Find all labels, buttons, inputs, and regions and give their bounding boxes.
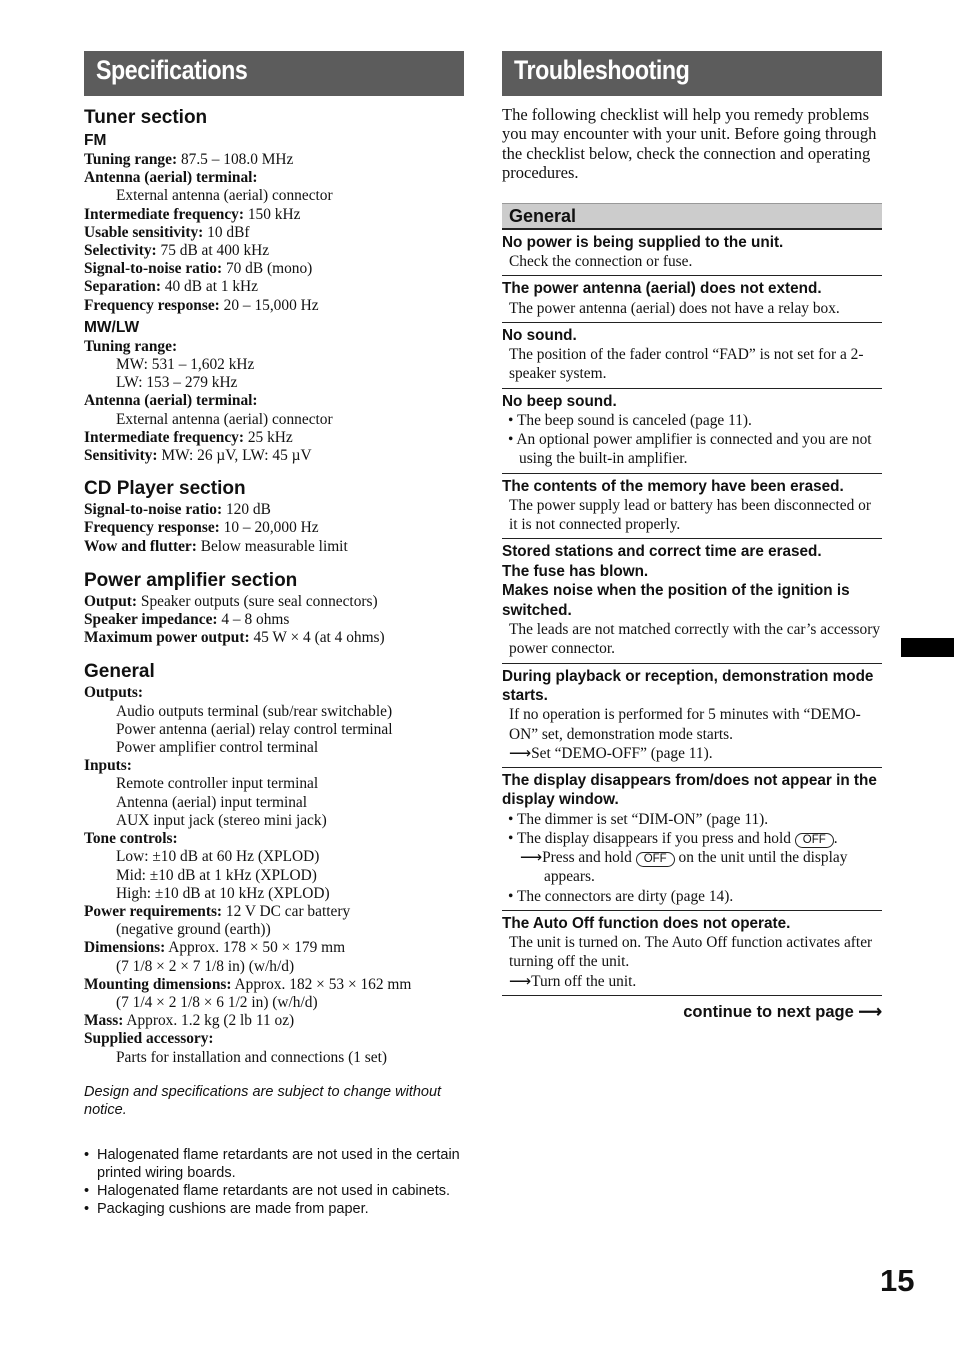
amp-specs: Output: Speaker outputs (sure seal connectors) Speaker impedance: 4 – 8 ohms Maximum power output: 45 W × 4 (at 4 ohms): [84, 592, 385, 647]
specifications-column: [84, 51, 464, 1218]
continue-next-page: continue to next page ⟶: [683, 1003, 882, 1021]
amp-section-heading: Power amplifier section: [84, 569, 298, 591]
troubleshooting-intro: The following checklist will help you remedy problems you may encounter with your unit. Before going through the checklist below, check the connection and operating procedures.: [502, 105, 877, 183]
trouble-item: The display disappears from/does not appear in the display window. • The dimmer is set “DIM-ON” (page 11). • The display disappears if you press and hold OFF . ⟶Press and hold OFF on the unit until the display appears. • The connectors are dirty (page 14).: [502, 768, 882, 911]
fm-specs: Tuning range: 87.5 – 108.0 MHz Antenna (aerial) terminal: External antenna (aerial) connector Intermediate frequency: 150 kHz Usable sensitivity: 10 dBf Selectivity: 75 dB at 400 kHz Signal-to-noise ratio: 70 dB (mono) Separation: 40 dB at 1 kHz Frequency response: 20 – 15,000 Hz: [84, 151, 333, 314]
list-item: • Halogenated flame retardants are not used in the certain printed wiring boards.: [84, 1146, 464, 1182]
specifications-banner: [84, 51, 464, 96]
general-heading: General: [502, 203, 882, 230]
trouble-item: The contents of the memory have been erased. The power supply lead or battery has been disconnected or it is not connected properly.: [502, 474, 882, 540]
arrow-right-icon: ⟶: [520, 849, 543, 867]
list-item: • Halogenated flame retardants are not used in cabinets.: [84, 1182, 464, 1200]
cd-section-heading: CD Player section: [84, 478, 246, 500]
section-tab-marker: [901, 638, 954, 657]
trouble-item: During playback or reception, demonstration mode starts. If no operation is performed for 5 minutes with “DEMO-ON” set, demonstration mode starts. ⟶Set “DEMO-OFF” (page 11).: [502, 664, 882, 768]
trouble-item: No power is being supplied to the unit. Check the connection or fuse.: [502, 230, 882, 277]
trouble-item: The Auto Off function does not operate. The unit is turned on. The Auto Off function activates after turning off the unit. ⟶Turn off the unit.: [502, 911, 882, 996]
tuner-section-heading: Tuner section: [84, 107, 208, 128]
arrow-right-icon: ⟶: [509, 972, 532, 990]
troubleshooting-banner: [502, 51, 882, 96]
specs-notice: Design and specifications are subject to change without notice.: [84, 1083, 442, 1118]
general-specs: Outputs: Audio outputs terminal (sub/rear switchable) Power antenna (aerial) relay control terminal Power amplifier control terminal Inputs: Remote controller input terminal Antenna (aerial) input terminal AUX input jack (stereo mini jack) Tone controls: Low: ±10 dB at 60 Hz (XPLOD) Mid: ±10 dB at 1 kHz (XPLOD) High: ±10 dB at 10 kHz (XPLOD) Power requirements: 12 V DC car battery (negative ground (earth)) Dimensions: Approx. 178 × 50 × 179 mm (7 1/8 × 2 × 7 1/8 in) (w/h/d) Mounting dimensions: Approx. 182 × 53 × 162 mm (7 1/4 × 2 1/8 × 6 1/2 in) (w/h/d) Mass: Approx. 1.2 kg (2 lb 11 oz) Supplied accessory: Parts for installation and connections (1 set): [84, 684, 412, 1066]
general-section-heading: General: [84, 661, 155, 683]
trouble-item: No beep sound. • The beep sound is canceled (page 11). • An optional power amplifier is connected and you are not using the built-in amplifier.: [502, 389, 882, 474]
fm-heading: FM: [84, 132, 107, 149]
off-button-icon: OFF: [636, 852, 675, 867]
trouble-item: The power antenna (aerial) does not extend. The power antenna (aerial) does not have a relay box.: [502, 276, 882, 323]
page-number: 15: [880, 1263, 915, 1298]
off-button-icon: OFF: [795, 833, 834, 848]
trouble-item: Stored stations and correct time are erased. The fuse has blown. Makes noise when the position of the ignition is switched. The leads are not matched correctly with the car’s accessory power connector.: [502, 539, 882, 663]
arrow-right-icon: ⟶: [509, 744, 532, 762]
eco-bullets: [84, 1146, 464, 1218]
troubleshooting-title: Troubleshooting: [514, 55, 690, 85]
mwlw-heading: MW/LW: [84, 318, 140, 336]
specifications-title: Specifications: [96, 55, 248, 85]
trouble-item: No sound. The position of the fader control “FAD” is not set for a 2-speaker system.: [502, 323, 882, 389]
troubleshooting-column: [502, 51, 882, 996]
list-item: • Packaging cushions are made from paper.: [84, 1200, 464, 1218]
mwlw-specs: Tuning range: MW: 531 – 1,602 kHz LW: 153 – 279 kHz Antenna (aerial) terminal: External antenna (aerial) connector Intermediate frequency: 25 kHz Sensitivity: MW: 26 µV, LW: 45 µV: [84, 337, 333, 465]
cd-specs: Signal-to-noise ratio: 120 dB Frequency response: 10 – 20,000 Hz Wow and flutter: Below measurable limit: [84, 501, 348, 555]
arrow-right-icon: ⟶: [858, 1003, 882, 1021]
